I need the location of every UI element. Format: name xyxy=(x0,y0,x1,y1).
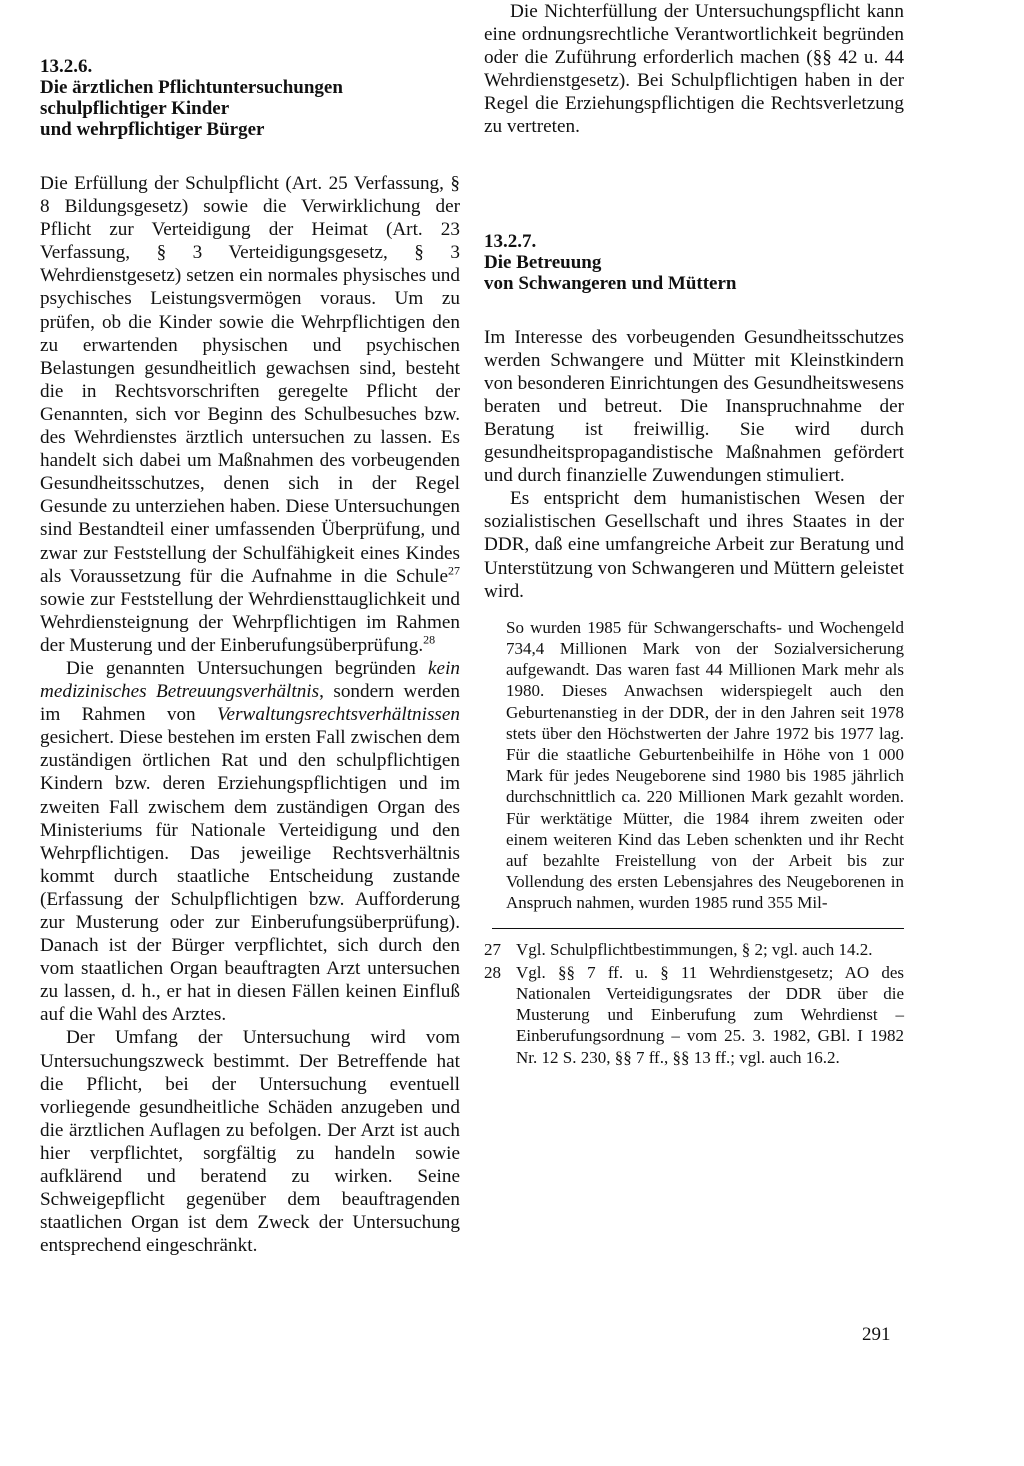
emphasis-text: Verwaltungsrechtsverhältnissen xyxy=(216,704,460,726)
paragraph: Im Interesse des vorbeugenden Gesundheitsschutzes werden Schwangere und Mütter mit Kleinstkindern von besonderen Einrichtungen des Gesundheitswesens beraten und betreut. Die Inanspruchnahme der Beratung ist freiwillig. Sie wird durch gesundheitspropagandistische Maßnahmen gefördert und durch finanzielle Zuwendungen stimuliert. xyxy=(484,326,904,487)
paragraph-text: gesichert. Diese bestehen im ersten Fall zwischen dem zuständigen örtlichen Rat und den schulpflichtigen Kindern bzw. deren Erziehungspflichtigen und im zweiten Fall zwischem dem zuständigen Organ des Ministeriums für Nationale Verteidigung und den Wehrpflichtigen. Das jeweilige Rechtsverhältnis kommt durch staatliche Entscheidung zustande (Erfassung der Schulpflichtigen bzw. Aufforderung zur Musterung oder zur Einberufungsüberprüfung). Danach ist der Bürger verpflichtet, sich durch den vom staatlichen Organ beauftragten Arzt untersuchen zu lassen, d. h., er hat in diesen Fällen keinen Einfluß auf die Wahl des Arztes. xyxy=(40,727,460,1026)
left-column xyxy=(40,46,460,1257)
emphasis-text: kein medizinisches Betreuungsverhältnis xyxy=(40,657,460,703)
paragraph-text: Die Erfüllung der Schulpflicht (Art. 25 Verfassung, § 8 Bildungsgesetz) sowie die Verwirklichung der Pflicht zur Verteidigung der Heimat (Art. 23 Verfassung, § 3 Verteidigungsgesetz, § 3 Wehrdienstgesetz) setzen ein normales physisches und psychisches Leistungsvermögen voraus. Um zu prüfen, ob die Kinder sowie die Wehrpflichtigen den zu erwartenden physischen und psychischen Belastungen gesundheitlich gewachsen sind, besteht die in Rechtsvorschriften geregelte Pflicht der Genannten, sich vor Beginn des Schulbesuches bzw. des Wehrdienstes ärztlich untersuchen zu lassen. Es handelt sich dabei um Maßnahmen des vorbeugenden Gesundheitsschutzes, denen sich in der Regel Gesunde zu unterziehen haben. Diese Untersuchungen sind Bestandteil einer umfassenden Überprüfung, und zwar zur Feststellung der Schulfähigkeit eines Kindes als Voraussetzung für die Aufnahme in die Schule xyxy=(40,173,460,587)
footnote-number: 28 xyxy=(484,962,501,982)
small-print-paragraph: So wurden 1985 für Schwangerschafts- und Wochengeld 734,4 Millionen Mark von der Sozialversicherung aufgewandt. Das waren fast 44 Millionen Mark mehr als 1980. Dieses Anwachsen widerspiegelt auch den Geburtenanstieg in der DDR, der in den Jahren seit 1978 stets über den Höchstwerten der Jahre 1972 bis 1977 lag. Für die staatliche Geburtenbeihilfe in Höhe von 1 000 Mark für jedes Neugeborene sind 1980 bis 1985 jährlich durchschnittlich ca. 220 Millionen Mark gezahlt worden. Für werktätige Mütter, die 1984 ihrem zweiten oder einem weiteren Kind das Leben schenkten und ihr Recht auf bezahlte Freistellung von der Arbeit bis zur Vollendung des ersten Lebensjahres des Neugeborenen in Anspruch nahmen, wurden 1985 rund 355 Mil- xyxy=(506,617,904,913)
footnote xyxy=(484,962,904,1068)
section-title-line: Die Betreuung xyxy=(484,251,602,273)
paragraph-text: , sondern werden im Rahmen von xyxy=(40,681,461,726)
page-number: 291 xyxy=(862,1324,891,1345)
paragraph-text: sowie zur Feststellung der Wehrdiensttauglichkeit und Wehrdiensteignung der Wehrpflichtigen im Rahmen der Musterung und der Einberufungsüberprüfung. xyxy=(40,588,460,656)
footnote-ref: 28 xyxy=(423,632,436,647)
section-title-line: schulpflichtiger Kinder xyxy=(40,98,230,119)
footnote-divider xyxy=(492,928,904,929)
paragraph: Der Umfang der Untersuchung wird vom Untersuchungszweck bestimmt. Der Betreffende hat die Pflicht, bei der Untersuchung eventuell vorliegende gesundheitliche Schäden anzugeben und die ärztlichen Auflagen zu befolgen. Der Arzt ist auch hier verpflichtet, sorgfältig zu handeln sowie aufklärend und beratend zu wirken. Seine Schweigepflicht gegenüber dem beauftragenden staatlichen Organ ist dem Zweck der Untersuchung entsprechend eingeschränkt. xyxy=(40,1027,460,1257)
section-heading-13-2-7 xyxy=(484,231,904,294)
footnote-number: 27 xyxy=(484,939,501,959)
section-number: 13.2.6. xyxy=(40,56,93,77)
section-title-line: und wehrpflichtiger Bürger xyxy=(40,119,265,140)
paragraph: Es entspricht dem humanistischen Wesen der sozialistischen Gesellschaft und ihres Staates in der DDR, daß eine umfangreiche Arbeit zur Beratung und Unterstützung von Schwangeren und Müttern geleistet wird. xyxy=(484,488,904,602)
paragraph: Die Nichterfüllung der Untersuchungspflicht kann eine ordnungsrechtliche Verantwortlichkeit begründen oder die Zuführung erforderlich machen (§§ 42 u. 44 Wehrdienstgesetz). Bei Schulpflichtigen haben in der Regel die Erziehungspflichtigen die Rechtsverletzung zu vertreten. xyxy=(484,1,904,138)
footnote-text: Vgl. Schulpflichtbestimmungen, § 2; vgl. auch 14.2. xyxy=(516,939,873,959)
footnote-ref: 27 xyxy=(448,563,460,578)
footnote xyxy=(484,939,904,960)
paragraph-text: Die genannten Untersuchungen begründen xyxy=(66,657,429,679)
section-title-line: Die ärztlichen Pflichtuntersuchungen xyxy=(40,77,343,98)
section-heading-13-2-6 xyxy=(40,56,460,140)
paragraph xyxy=(40,657,460,1027)
paragraph xyxy=(40,172,460,657)
footnote-text: Vgl. §§ 7 ff. u. § 11 Wehrdienstgesetz; AO des Nationalen Verteidigungsrates der DDR über die Musterung und Einberufung zum Wehrdienst – Einberufungsordnung – vom 25. 3. 1982, GBl. I 1982 Nr. 12 S. 230, §§ 7 ff., §§ 13 ff.; vgl. auch 16.2. xyxy=(516,962,904,1067)
section-title-line: von Schwangeren und Müttern xyxy=(484,272,737,294)
right-column xyxy=(484,0,904,1068)
section-number: 13.2.7. xyxy=(484,230,537,252)
